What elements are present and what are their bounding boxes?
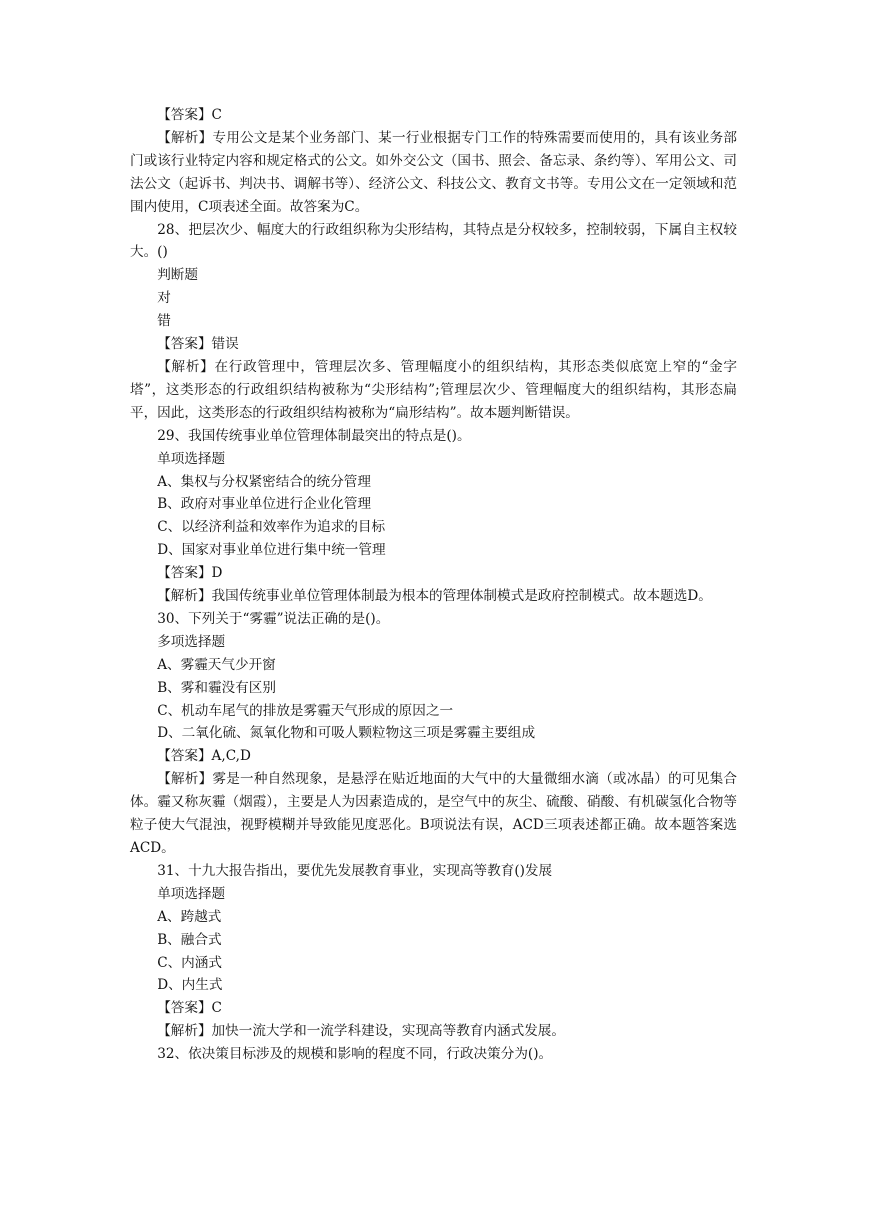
option-b-29: B、政府对事业单位进行企业化管理 <box>157 496 372 513</box>
explanation-29: 【解析】我国传统事业单位管理体制最为根本的管理体制模式是政府控制模式。故本题选D。 <box>157 588 712 605</box>
explanation-31: 【解析】加快一流大学和一流学科建设，实现高等教育内涵式发展。 <box>157 1023 565 1040</box>
explanation-27: 【解析】专用公文是某个业务部门、某一行业根据专门工作的特殊需要而使用的，具有该业务部门或该行业特定内容和规定格式的公文。如外交公文（国书、照会、备忘录、条约等）、军用公文、司法公文（起诉书、判决书、调解书等）、经济公文、科技公文、教育文书等。专用公文在一定领域和范围内使用，C项表述全面。故答案为C。 <box>130 129 737 215</box>
option-c-30: C、机动车尾气的排放是雾霾天气形成的原因之一 <box>157 702 454 719</box>
question-type-31: 单项选择题 <box>157 885 226 902</box>
document-body <box>130 104 737 1066</box>
question-28: 28、把层次少、幅度大的行政组织称为尖形结构，其特点是分权较多，控制较弱，下属自主权较大。() <box>130 221 737 261</box>
option-false-28: 错 <box>157 313 171 330</box>
option-a-30: A、雾霾天气少开窗 <box>157 656 276 673</box>
explanation-30: 【解析】雾是一种自然现象，是悬浮在贴近地面的大气中的大量微细水滴（或冰晶）的可见集合体。霾又称灰霾（烟霞），主要是人为因素造成的，是空气中的灰尘、硫酸、硝酸、有机碳氢化合物等粒子使大气混浊，视野模糊并导致能见度恶化。B项说法有误，ACD三项表述都正确。故本题答案选ACD。 <box>130 771 737 856</box>
option-b-31: B、融合式 <box>157 931 222 948</box>
option-b-30: B、雾和霾没有区别 <box>157 679 276 696</box>
answer-31: 【答案】C <box>157 1000 222 1017</box>
answer-28: 【答案】错误 <box>157 336 239 353</box>
answer-30: 【答案】A,C,D <box>157 748 251 765</box>
question-32: 32、依决策目标涉及的规模和影响的程度不同，行政决策分为()。 <box>157 1046 553 1063</box>
question-31: 31、十九大报告指出，要优先发展教育事业，实现高等教育()发展 <box>157 862 553 879</box>
option-d-29: D、国家对事业单位进行集中统一管理 <box>157 542 386 559</box>
option-d-30: D、二氧化硫、氮氧化物和可吸人颗粒物这三项是雾霾主要组成 <box>157 725 536 742</box>
question-type-29: 单项选择题 <box>157 450 226 467</box>
question-29: 29、我国传统事业单位管理体制最突出的特点是()。 <box>157 427 471 444</box>
option-a-31: A、跨越式 <box>157 908 222 925</box>
option-a-29: A、集权与分权紧密结合的统分管理 <box>157 473 371 490</box>
explanation-28: 【解析】在行政管理中，管理层次多、管理幅度小的组织结构，其形态类似底宽上窄的“金字塔”，这类形态的行政组织结构被称为“尖形结构”;管理层次少、管理幅度大的组织结构，其形态扁平，因此，这类形态的行政组织结构被称为“扁形结构”。故本题判断错误。 <box>130 358 737 421</box>
option-c-29: C、以经济利益和效率作为追求的目标 <box>157 519 386 536</box>
question-type-28: 判断题 <box>157 267 198 284</box>
question-30: 30、下列关于“雾霾”说法正确的是()。 <box>157 610 390 627</box>
option-d-31: D、内生式 <box>157 977 223 994</box>
option-true-28: 对 <box>157 290 171 307</box>
option-c-31: C、内涵式 <box>157 954 222 971</box>
answer-27: 【答案】C <box>157 107 222 123</box>
answer-29: 【答案】D <box>157 565 223 582</box>
question-type-30: 多项选择题 <box>157 633 226 650</box>
